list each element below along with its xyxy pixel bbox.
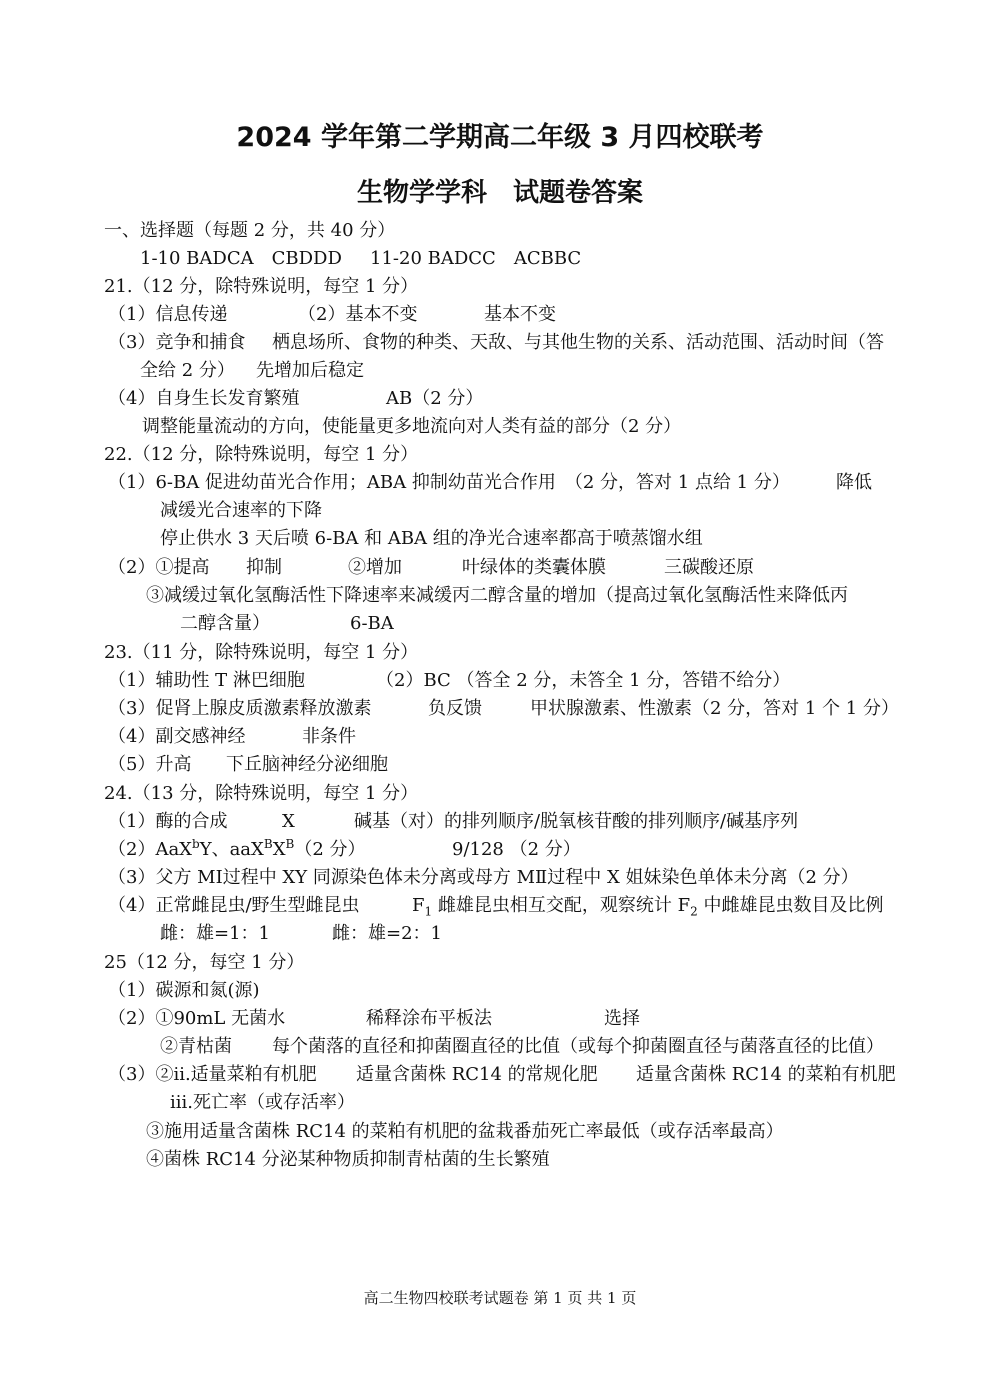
q21-answer-4c: 调整能量流动的方向，使能量更多地流向对人类有益的部分（2 分） xyxy=(142,416,682,437)
q23-answer-1: （1）辅助性 T 淋巴细胞 xyxy=(108,670,305,691)
q24-answer-4d: 雌：雄=2：1 xyxy=(332,923,442,944)
q23-heading: 23.（11 分，除特殊说明，每空 1 分） xyxy=(104,642,419,663)
q23-answer-4b: 非条件 xyxy=(302,726,356,747)
q23-answer-5b: 下丘脑神经分泌细胞 xyxy=(226,754,388,775)
q24-answer-1: （1）酶的合成 xyxy=(108,811,228,832)
q22-heading: 22.（12 分，除特殊说明，每空 1 分） xyxy=(104,444,419,465)
q25-answer-3: （3）②ii.适量菜粕有机肥 xyxy=(108,1064,317,1085)
q23-answer-4: （4）副交感神经 xyxy=(108,726,246,747)
page-footer: 高二生物四校联考试题卷 第 1 页 共 1 页 xyxy=(363,1289,637,1307)
q25-answer-1: （1）碳源和氮(源) xyxy=(108,980,260,1001)
q25-answer-2e: 每个菌落的直径和抑菌圈直径的比值（或每个抑菌圈直径与菌落直径的比值） xyxy=(272,1036,884,1057)
q22-answer-2f: ③减缓过氧化氢酶活性下降速率来减缓丙二醇含量的增加（提高过氧化氢酶活性来降低丙 xyxy=(146,585,848,606)
q24-answer-4c: 雌：雄=1：1 xyxy=(160,923,270,944)
q24-answer-4b: $F_1$ 雌雄昆虫相互交配，观察统计 $F_2$ 中雌雄昆虫数目及比例 xyxy=(412,895,884,919)
q25-answer-3f: ④菌株 RC14 分泌某种物质抑制青枯菌的生长繁殖 xyxy=(146,1149,550,1170)
q22-answer-2g: 二醇含量） xyxy=(180,613,270,634)
q21-heading: 21.（12 分，除特殊说明，每空 1 分） xyxy=(104,276,419,297)
q22-answer-1b: 降低 xyxy=(836,472,872,493)
q21-answer-2: （2）基本不变 xyxy=(298,304,418,325)
q22-answer-1d: 停止供水 3 天后喷 6-BA 和 ABA 组的净光合速率都高于喷蒸馏水组 xyxy=(160,528,703,549)
q25-answer-3c: 适量含菌株 RC14 的菜粕有机肥 xyxy=(636,1064,896,1085)
q21-answer-4b: AB（2 分） xyxy=(386,388,484,409)
q23-answer-3c: 甲状腺激素、性激素（2 分，答对 1 个 1 分） xyxy=(530,698,899,719)
q25-answer-2: （2）①90mL 无菌水 xyxy=(108,1008,286,1029)
q21-answer-3: （3）竞争和捕食 xyxy=(108,332,246,353)
choice-answers-1-10: 1-10 BADCA CBDDD xyxy=(140,248,342,269)
q22-answer-1c: 减缓光合速率的下降 xyxy=(160,500,322,521)
q22-answer-2h: 6-BA xyxy=(350,613,394,634)
q25-answer-2d: ②青枯菌 xyxy=(160,1036,232,1057)
q23-answer-5: （5）升高 xyxy=(108,754,192,775)
q25-heading: 25（12 分，每空 1 分） xyxy=(104,952,305,973)
q24-answer-1b: X xyxy=(282,811,295,832)
q22-answer-2c: ②增加 xyxy=(348,557,402,578)
q21-answer-4: （4）自身生长发育繁殖 xyxy=(108,388,300,409)
q23-answer-2: （2）BC （答全 2 分，未答全 1 分，答错不给分） xyxy=(376,670,791,691)
q22-answer-2b: 抑制 xyxy=(246,557,282,578)
q21-answer-3b: 栖息场所、食物的种类、天敌、与其他生物的关系、活动范围、活动时间（答 xyxy=(272,332,884,353)
section-heading-choice: 一、选择题（每题 2 分，共 40 分） xyxy=(104,220,396,241)
q24-answer-3: （3）父方 MⅠ过程中 XY 同源染色体未分离或母方 MⅡ过程中 X 姐妹染色单体未分离（2 分） xyxy=(108,867,859,888)
q25-answer-3d: iii.死亡率（或存活率） xyxy=(170,1092,355,1113)
choice-answers-11-20: 11-20 BADCC ACBBC xyxy=(370,248,582,269)
q24-answer-4: （4）正常雌昆虫/野生型雌昆虫 xyxy=(108,895,360,916)
q25-answer-2b: 稀释涂布平板法 xyxy=(366,1008,492,1029)
q25-answer-2c: 选择 xyxy=(604,1008,640,1029)
q21-answer-2b: 基本不变 xyxy=(484,304,556,325)
q22-answer-1: （1）6-BA 促进幼苗光合作用；ABA 抑制幼苗光合作用 （2 分，答对 1 点给 1 分） xyxy=(108,472,790,493)
q21-answer-1: （1）信息传递 xyxy=(108,304,228,325)
answer-label: 试题卷答案 xyxy=(513,178,644,208)
q23-answer-3: （3）促肾上腺皮质激素释放激素 xyxy=(108,698,372,719)
q25-answer-3e: ③施用适量含菌株 RC14 的菜粕有机肥的盆栽番茄死亡率最低（或存活率最高） xyxy=(146,1121,784,1142)
page-subtitle xyxy=(0,172,1000,209)
q21-answer-3d: 先增加后稳定 xyxy=(256,360,364,381)
q24-answer-1c: 碱基（对）的排列顺序/脱氧核苷酸的排列顺序/碱基序列 xyxy=(354,811,799,832)
q23-answer-3b: 负反馈 xyxy=(428,698,482,719)
q22-answer-2: （2）①提高 xyxy=(108,557,210,578)
subject-label: 生物学学科 xyxy=(356,178,487,208)
page-title: 2024 学年第二学期高二年级 3 月四校联考 xyxy=(236,122,764,153)
q25-answer-3b: 适量含菌株 RC14 的常规化肥 xyxy=(356,1064,598,1085)
q24-heading: 24.（13 分，除特殊说明，每空 1 分） xyxy=(104,783,419,804)
q22-answer-2d: 叶绿体的类囊体膜 xyxy=(462,557,606,578)
q21-answer-3c: 全给 2 分） xyxy=(140,360,235,381)
q22-answer-2e: 三碳酸还原 xyxy=(664,557,754,578)
q24-answer-2b: 9/128 （2 分） xyxy=(452,839,581,860)
q24-answer-2: （2）AaX$^b$Y、$aaX^BX^B(2$ 分） xyxy=(108,837,366,860)
